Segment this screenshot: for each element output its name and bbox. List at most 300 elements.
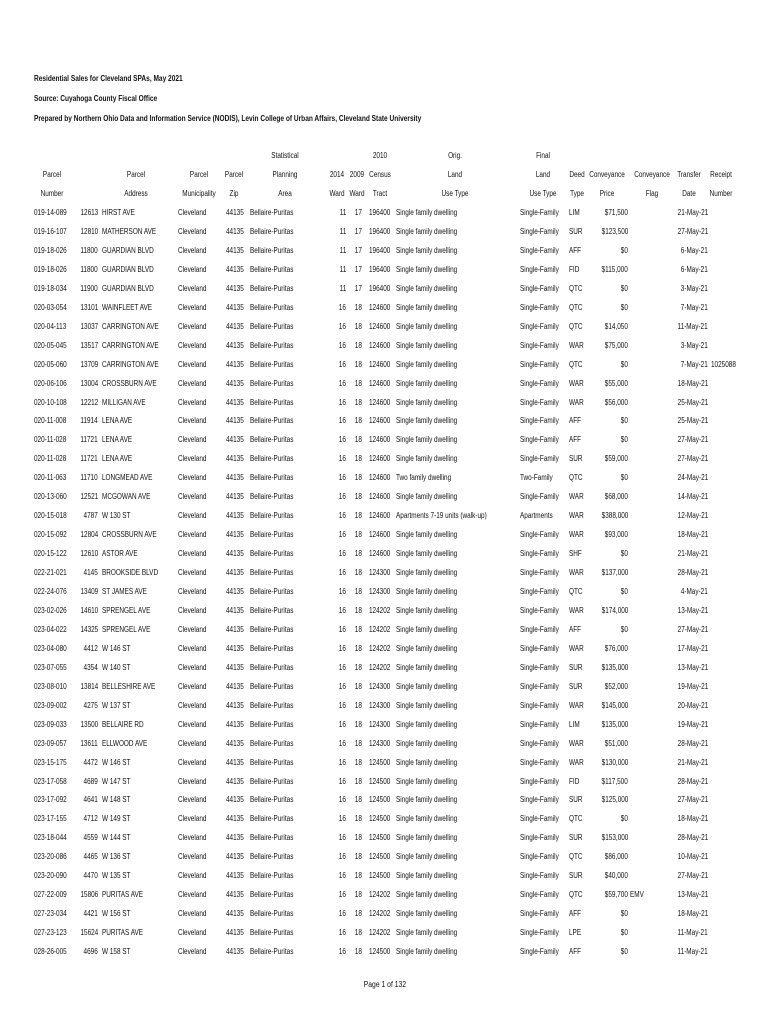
planning-area: Bellaire-Puritas: [250, 549, 294, 559]
final-land-use: Single-Family: [520, 283, 559, 293]
conveyance-price: $0: [620, 624, 628, 634]
final-land-use: Single-Family: [520, 909, 559, 919]
census-tract: 124500: [369, 947, 391, 957]
final-land-use: Apartments: [520, 511, 553, 521]
conveyance-price: $135,000: [601, 719, 628, 729]
deed-type: FID: [569, 776, 580, 786]
orig-land-use: Single family dwelling: [396, 549, 458, 559]
conveyance-price: $0: [620, 283, 628, 293]
planning-area: Bellaire-Puritas: [250, 587, 294, 596]
street-name: W 144 ST: [102, 833, 131, 843]
municipality: Cleveland: [178, 264, 207, 274]
orig-land-use: Single family dwelling: [396, 700, 458, 710]
final-land-use: Single-Family: [520, 947, 559, 957]
zip: 44135: [226, 530, 244, 540]
house-number: 4641: [83, 795, 98, 805]
deed-type: SUR: [569, 226, 583, 236]
municipality: Cleveland: [178, 947, 207, 957]
ward-2009: 18: [354, 321, 362, 331]
zip: 44135: [226, 605, 244, 615]
census-tract: 124300: [369, 587, 391, 596]
deed-type: WAR: [569, 492, 584, 502]
final-land-use: Single-Family: [520, 890, 559, 900]
column-header-deed: Type: [570, 189, 584, 198]
final-land-use: Single-Family: [520, 264, 559, 274]
street-name: GUARDIAN BLVD: [102, 245, 154, 255]
conveyance-price: $52,000: [604, 681, 628, 691]
house-number: 4145: [83, 568, 98, 578]
street-name: CARRINGTON AVE: [102, 321, 159, 331]
final-land-use: Single-Family: [520, 397, 559, 407]
zip: 44135: [226, 928, 244, 938]
ward-2009: 17: [354, 245, 362, 255]
transfer-date: 12-May-21: [677, 511, 708, 521]
orig-land-use: Single family dwelling: [396, 662, 458, 672]
census-tract: 124600: [369, 492, 391, 502]
zip: 44135: [226, 454, 244, 464]
orig-land-use: Single family dwelling: [396, 757, 458, 767]
orig-land-use: Single family dwelling: [396, 738, 458, 748]
census-tract: 124600: [369, 454, 391, 464]
ward-2009: 18: [354, 814, 362, 824]
municipality: Cleveland: [178, 208, 207, 217]
ward-2009: 18: [354, 871, 362, 881]
final-land-use: Single-Family: [520, 302, 559, 312]
zip: 44135: [226, 340, 244, 350]
final-land-use: Single-Family: [520, 435, 559, 445]
deed-type: LIM: [569, 208, 580, 217]
ward-2009: 18: [354, 378, 362, 388]
census-tract: 124600: [369, 321, 391, 331]
house-number: 4472: [83, 757, 98, 767]
census-tract: 124300: [369, 738, 391, 748]
ward-2014: 16: [338, 568, 346, 578]
census-tract: 124500: [369, 833, 391, 843]
orig-land-use: Single family dwelling: [396, 890, 458, 900]
ward-2014: 16: [338, 871, 346, 881]
planning-area: Bellaire-Puritas: [250, 928, 294, 938]
ward-2009: 18: [354, 700, 362, 710]
zip: 44135: [226, 776, 244, 786]
conveyance-price: $51,000: [604, 738, 628, 748]
ward-2009: 18: [354, 624, 362, 634]
house-number: 13611: [80, 738, 98, 748]
final-land-use: Single-Family: [520, 662, 559, 672]
house-number: 4354: [83, 662, 98, 672]
ward-2009: 18: [354, 909, 362, 919]
transfer-date: 18-May-21: [677, 814, 708, 824]
zip: 44135: [226, 852, 244, 862]
planning-area: Bellaire-Puritas: [250, 321, 294, 331]
column-header-flag: Flag: [645, 189, 659, 198]
house-number: 11800: [80, 264, 98, 274]
column-header-flag: Conveyance: [634, 170, 670, 179]
municipality: Cleveland: [178, 568, 207, 578]
ward-2009: 18: [354, 511, 362, 521]
parcel-number: 023-09-057: [34, 738, 67, 748]
census-tract: 124600: [369, 340, 391, 350]
street-name: W 146 ST: [102, 643, 131, 653]
parcel-number: 023-04-022: [34, 624, 67, 634]
parcel-number: 023-07-055: [34, 662, 67, 672]
deed-type: AFF: [569, 947, 582, 957]
deed-type: WAR: [569, 340, 584, 350]
conveyance-price: $115,000: [601, 264, 628, 274]
ward-2014: 11: [339, 264, 346, 274]
planning-area: Bellaire-Puritas: [250, 814, 294, 824]
ward-2009: 18: [354, 643, 362, 653]
planning-area: Bellaire-Puritas: [250, 738, 294, 748]
parcel-number: 020-11-028: [34, 454, 67, 464]
planning-area: Bellaire-Puritas: [250, 643, 294, 653]
census-tract: 124300: [369, 568, 391, 578]
ward-2014: 16: [338, 587, 346, 596]
house-number: 4696: [83, 947, 98, 957]
zip: 44135: [226, 738, 244, 748]
parcel-number: 022-21-021: [34, 568, 67, 578]
conveyance-price: $0: [620, 549, 628, 559]
planning-area: Bellaire-Puritas: [250, 909, 294, 919]
ward-2009: 18: [354, 416, 362, 426]
ward-2009: 18: [354, 568, 362, 578]
street-name: W 140 ST: [102, 662, 131, 672]
ward-2014: 16: [338, 397, 346, 407]
deed-type: QTC: [569, 890, 583, 900]
ward-2009: 17: [354, 226, 362, 236]
street-name: W 146 ST: [102, 757, 131, 767]
page-footer: [0, 980, 770, 989]
ward-2009: 18: [354, 681, 362, 691]
zip: 44135: [226, 871, 244, 881]
census-tract: 124500: [369, 795, 391, 805]
final-land-use: Single-Family: [520, 568, 559, 578]
deed-type: WAR: [569, 511, 584, 521]
column-header-num: Number: [40, 189, 64, 198]
final-land-use: Single-Family: [520, 757, 559, 767]
street-name: W 130 ST: [102, 511, 131, 521]
house-number: 4470: [83, 871, 98, 881]
orig-land-use: Single family dwelling: [396, 397, 458, 407]
transfer-date: 13-May-21: [677, 890, 708, 900]
final-land-use: Single-Family: [520, 226, 559, 236]
orig-land-use: Single family dwelling: [396, 359, 458, 369]
final-land-use: Single-Family: [520, 359, 559, 369]
ward-2009: 18: [354, 359, 362, 369]
parcel-number: 023-20-086: [34, 852, 67, 862]
planning-area: Bellaire-Puritas: [250, 700, 294, 710]
final-land-use: Single-Family: [520, 605, 559, 615]
transfer-date: 27-May-21: [677, 454, 708, 464]
deed-type: WAR: [569, 397, 584, 407]
parcel-number: 020-04-113: [34, 321, 67, 331]
ward-2014: 16: [338, 340, 346, 350]
column-header-tract: Tract: [372, 189, 388, 198]
final-land-use: Single-Family: [520, 681, 559, 691]
census-tract: 124300: [369, 719, 391, 729]
house-number: 11721: [80, 435, 98, 445]
zip: 44135: [226, 662, 244, 672]
house-number: 11900: [80, 283, 98, 293]
column-header-tract: 2010: [372, 151, 388, 160]
parcel-number: 020-15-122: [34, 549, 67, 559]
report-prepared-by: Prepared by Northern Ohio Data and Information Service (NODIS), Levin College of Urban Affairs, Cleveland State University: [34, 114, 422, 123]
ward-2009: 18: [354, 795, 362, 805]
column-header-num: Parcel: [42, 170, 62, 179]
transfer-date: 28-May-21: [677, 776, 708, 786]
census-tract: 124600: [369, 397, 391, 407]
zip: 44135: [226, 416, 244, 426]
street-name: W 149 ST: [102, 814, 131, 824]
column-header-date: Transfer: [677, 170, 701, 179]
final-land-use: Single-Family: [520, 738, 559, 748]
deed-type: AFF: [569, 245, 582, 255]
house-number: 13409: [80, 587, 98, 596]
planning-area: Bellaire-Puritas: [250, 795, 294, 805]
planning-area: Bellaire-Puritas: [250, 871, 294, 881]
ward-2014: 11: [339, 245, 346, 255]
transfer-date: 21-May-21: [677, 208, 708, 217]
ward-2014: 16: [338, 719, 346, 729]
house-number: 13101: [80, 302, 98, 312]
parcel-number: 020-11-008: [34, 416, 67, 426]
deed-type: FID: [569, 264, 580, 274]
parcel-number: 020-15-018: [34, 511, 67, 521]
conveyance-price: $55,000: [604, 378, 628, 388]
census-tract: 124500: [369, 757, 391, 767]
municipality: Cleveland: [178, 757, 207, 767]
planning-area: Bellaire-Puritas: [250, 283, 294, 293]
final-land-use: Single-Family: [520, 587, 559, 596]
orig-land-use: Single family dwelling: [396, 530, 458, 540]
deed-type: SUR: [569, 662, 583, 672]
conveyance-price: $14,050: [604, 321, 628, 331]
ward-2014: 16: [338, 947, 346, 957]
column-header-area: Area: [278, 189, 292, 198]
zip: 44135: [226, 378, 244, 388]
conveyance-price: $0: [620, 587, 628, 596]
transfer-date: 11-May-21: [677, 947, 708, 957]
ward-2009: 18: [354, 738, 362, 748]
municipality: Cleveland: [178, 378, 207, 388]
parcel-number: 019-14-089: [34, 208, 67, 217]
planning-area: Bellaire-Puritas: [250, 359, 294, 369]
house-number: 13004: [80, 378, 98, 388]
zip: 44135: [226, 833, 244, 843]
conveyance-price: $174,000: [601, 605, 628, 615]
house-number: 11800: [80, 245, 98, 255]
zip: 44135: [226, 473, 244, 483]
ward-2014: 16: [338, 776, 346, 786]
house-number: 11710: [80, 473, 98, 483]
deed-type: SUR: [569, 681, 583, 691]
ward-2014: 11: [339, 208, 346, 217]
ward-2014: 16: [338, 662, 346, 672]
conveyance-price: $0: [620, 302, 628, 312]
column-header-tract: Census: [369, 170, 391, 179]
street-name: PURITAS AVE: [102, 928, 144, 938]
street-name: BELLESHIRE AVE: [102, 681, 156, 691]
transfer-date: 18-May-21: [677, 530, 708, 540]
house-number: 12810: [80, 226, 98, 236]
planning-area: Bellaire-Puritas: [250, 397, 294, 407]
parcel-number: 023-17-155: [34, 814, 67, 824]
orig-land-use: Single family dwelling: [396, 264, 458, 274]
zip: 44135: [226, 757, 244, 767]
planning-area: Bellaire-Puritas: [250, 890, 294, 900]
zip: 44135: [226, 719, 244, 729]
deed-type: WAR: [569, 378, 584, 388]
deed-type: WAR: [569, 605, 584, 615]
parcel-number: 023-04-080: [34, 643, 67, 653]
orig-land-use: Single family dwelling: [396, 587, 458, 596]
ward-2009: 17: [354, 283, 362, 293]
ward-2009: 18: [354, 454, 362, 464]
transfer-date: 19-May-21: [677, 681, 708, 691]
census-tract: 196400: [369, 226, 391, 236]
conveyance-price: $71,500: [604, 208, 628, 217]
conveyance-price: $40,000: [604, 871, 628, 881]
conveyance-price: $0: [620, 416, 628, 426]
conveyance-price: $86,000: [604, 852, 628, 862]
parcel-number: 020-13-060: [34, 492, 67, 502]
transfer-date: 6-May-21: [680, 245, 708, 255]
final-land-use: Single-Family: [520, 871, 559, 881]
ward-2014: 16: [338, 909, 346, 919]
street-name: W 148 ST: [102, 795, 131, 805]
conveyance-price: $56,000: [604, 397, 628, 407]
planning-area: Bellaire-Puritas: [250, 511, 294, 521]
census-tract: 124500: [369, 776, 391, 786]
planning-area: Bellaire-Puritas: [250, 245, 294, 255]
parcel-number: 020-11-028: [34, 435, 67, 445]
column-header-price: Price: [599, 189, 615, 198]
final-land-use: Single-Family: [520, 776, 559, 786]
column-header-muni: Municipality: [182, 189, 216, 198]
house-number: 11721: [80, 454, 98, 464]
deed-type: WAR: [569, 700, 584, 710]
house-number: 13709: [80, 359, 98, 369]
transfer-date: 14-May-21: [677, 492, 708, 502]
municipality: Cleveland: [178, 416, 207, 426]
house-number: 13517: [80, 340, 98, 350]
orig-land-use: Single family dwelling: [396, 833, 458, 843]
house-number: 12212: [80, 397, 98, 407]
planning-area: Bellaire-Puritas: [250, 340, 294, 350]
ward-2014: 16: [338, 700, 346, 710]
parcel-number: 019-16-107: [34, 226, 67, 236]
ward-2009: 18: [354, 549, 362, 559]
conveyance-price: $0: [620, 245, 628, 255]
orig-land-use: Single family dwelling: [396, 643, 458, 653]
parcel-number: 028-26-005: [34, 947, 67, 957]
house-number: 12804: [80, 530, 98, 540]
ward-2014: 16: [338, 852, 346, 862]
zip: 44135: [226, 795, 244, 805]
house-number: 4465: [83, 852, 98, 862]
deed-type: SUR: [569, 871, 583, 881]
ward-2014: 16: [338, 511, 346, 521]
transfer-date: 28-May-21: [677, 738, 708, 748]
final-land-use: Single-Family: [520, 833, 559, 843]
house-number: 12521: [80, 492, 98, 502]
column-header-addr: Parcel: [126, 170, 146, 179]
conveyance-price: $145,000: [601, 700, 628, 710]
ward-2014: 16: [338, 321, 346, 331]
zip: 44135: [226, 700, 244, 710]
municipality: Cleveland: [178, 530, 207, 540]
column-header-receipt: Number: [709, 189, 733, 198]
street-name: LENA AVE: [102, 435, 133, 445]
parcel-number: 020-05-045: [34, 340, 67, 350]
orig-land-use: Apartments 7-19 units (walk-up): [396, 511, 487, 521]
deed-type: SUR: [569, 454, 583, 464]
zip: 44135: [226, 624, 244, 634]
zip: 44135: [226, 587, 244, 596]
deed-type: LPE: [569, 928, 582, 938]
receipt-number: 1025088: [711, 359, 736, 369]
parcel-number: 023-08-010: [34, 681, 67, 691]
column-header-landuse: Land: [447, 170, 463, 179]
house-number: 4787: [83, 511, 98, 521]
transfer-date: 20-May-21: [677, 700, 708, 710]
ward-2014: 16: [338, 549, 346, 559]
ward-2009: 18: [354, 587, 362, 596]
orig-land-use: Single family dwelling: [396, 245, 458, 255]
ward-2009: 18: [354, 397, 362, 407]
report-source: Source: Cuyahoga County Fiscal Office: [34, 94, 158, 103]
deed-type: QTC: [569, 359, 583, 369]
house-number: 4412: [83, 643, 98, 653]
census-tract: 124600: [369, 302, 391, 312]
transfer-date: 25-May-21: [677, 397, 708, 407]
municipality: Cleveland: [178, 814, 207, 824]
census-tract: 124202: [369, 928, 391, 938]
house-number: 4421: [83, 909, 98, 919]
orig-land-use: Single family dwelling: [396, 416, 458, 426]
parcel-number: 023-20-090: [34, 871, 67, 881]
ward-2009: 17: [354, 208, 362, 217]
house-number: 15624: [80, 928, 98, 938]
parcel-number: 023-17-092: [34, 795, 67, 805]
final-land-use: Single-Family: [520, 492, 559, 502]
planning-area: Bellaire-Puritas: [250, 530, 294, 540]
deed-type: QTC: [569, 283, 583, 293]
column-header-date: Date: [682, 189, 696, 198]
ward-2009: 17: [354, 264, 362, 274]
municipality: Cleveland: [178, 435, 207, 445]
final-land-use: Single-Family: [520, 624, 559, 634]
ward-2009: 18: [354, 530, 362, 540]
street-name: CROSSBURN AVE: [102, 530, 157, 540]
house-number: 12613: [80, 208, 98, 217]
ward-2009: 18: [354, 473, 362, 483]
conveyance-price: $137,000: [601, 568, 628, 578]
parcel-number: 023-09-002: [34, 700, 67, 710]
parcel-number: 027-23-123: [34, 928, 67, 938]
final-land-use: Single-Family: [520, 852, 559, 862]
zip: 44135: [226, 909, 244, 919]
census-tract: 124202: [369, 909, 391, 919]
ward-2014: 16: [338, 605, 346, 615]
parcel-number: 023-18-044: [34, 833, 67, 843]
ward-2014: 16: [338, 814, 346, 824]
ward-2014: 16: [338, 302, 346, 312]
final-land-use: Single-Family: [520, 416, 559, 426]
ward-2009: 18: [354, 435, 362, 445]
orig-land-use: Single family dwelling: [396, 681, 458, 691]
column-header-landuse: Orig.: [448, 151, 462, 160]
ward-2009: 18: [354, 757, 362, 767]
